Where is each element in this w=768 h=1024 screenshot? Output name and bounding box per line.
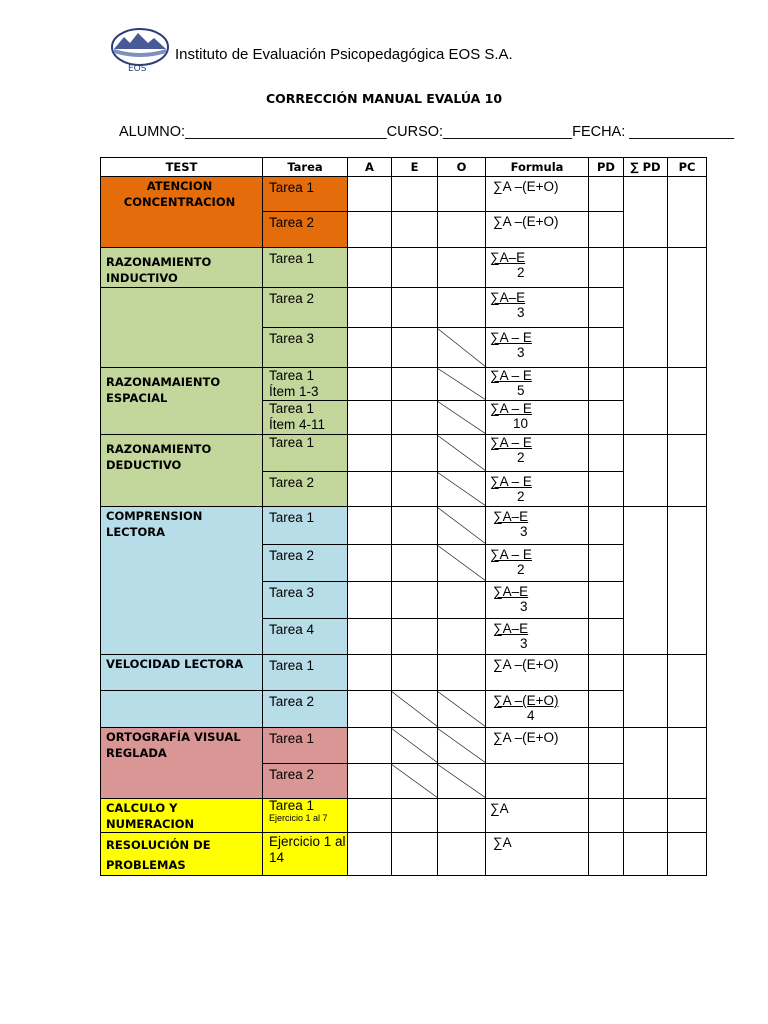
o-cell[interactable]: [438, 619, 486, 655]
formula-cell: [486, 545, 589, 582]
e-cell[interactable]: [392, 212, 438, 248]
tarea-cell: Tarea 2: [263, 212, 348, 248]
tarea-cell: Tarea 1: [263, 728, 348, 764]
formula-denominator: 10: [513, 416, 529, 431]
pd-cell[interactable]: [589, 691, 624, 728]
e-cell-struck: [392, 691, 438, 728]
sum-pd-cell[interactable]: [624, 728, 668, 799]
sum-pd-cell[interactable]: [624, 655, 668, 728]
pd-cell[interactable]: [589, 582, 624, 619]
formula-numerator: ∑A–E: [493, 509, 529, 524]
o-cell[interactable]: [438, 288, 486, 328]
pd-cell[interactable]: [589, 435, 624, 472]
o-cell-struck: [438, 368, 486, 401]
sum-pd-cell[interactable]: [624, 248, 668, 368]
tarea-cell: Tarea 1: [263, 177, 348, 212]
o-cell-struck: [438, 545, 486, 582]
pc-cell[interactable]: [668, 177, 707, 248]
formula-denominator: 4: [527, 708, 535, 723]
sum-pd-cell[interactable]: [624, 368, 668, 435]
table-row: [101, 288, 707, 328]
test-raz-inductivo-cont: [101, 288, 263, 368]
pc-cell[interactable]: [668, 655, 707, 728]
test-raz-deductivo: RAZONAMIENTO DEDUCTIVO: [101, 435, 263, 507]
o-cell-struck: [438, 401, 486, 435]
header-formula: Formula: [486, 158, 589, 177]
pc-cell[interactable]: [668, 507, 707, 655]
item-label: Ítem 1-3: [269, 384, 319, 399]
formula-cell: [486, 435, 589, 472]
test-velocidad: VELOCIDAD LECTORA: [101, 655, 263, 691]
formula-cell: [486, 582, 589, 619]
logo-text: EOS: [128, 64, 147, 74]
sum-pd-cell[interactable]: [624, 799, 668, 833]
pd-cell[interactable]: [589, 288, 624, 328]
formula-numerator: ∑A – E: [490, 547, 532, 562]
formula-numerator: ∑A–E: [490, 290, 526, 305]
header-a: A: [348, 158, 392, 177]
formula-cell: [486, 764, 589, 799]
o-cell[interactable]: [438, 177, 486, 212]
ejercicio-label: Ejercicio 1 al 7: [269, 813, 328, 823]
pc-cell[interactable]: [668, 368, 707, 435]
e-cell-struck: [392, 764, 438, 799]
test-raz-espacial: RAZONAMAIENTO ESPACIAL: [101, 368, 263, 435]
test-comprension: COMPRENSION LECTORA: [101, 507, 263, 655]
formula-denominator: 3: [520, 599, 528, 614]
formula-denominator: 2: [517, 450, 525, 465]
institute-name: Instituto de Evaluación Psicopedagógica EOS S.A.: [175, 46, 513, 63]
a-cell[interactable]: [348, 177, 392, 212]
a-cell[interactable]: [348, 328, 392, 368]
eos-logo: [110, 27, 170, 75]
formula-cell: ∑A: [486, 799, 589, 833]
formula-cell: [486, 328, 589, 368]
header-o: O: [438, 158, 486, 177]
correction-table: [100, 157, 707, 876]
tarea-cell: Tarea 2: [263, 288, 348, 328]
formula-denominator: 2: [517, 265, 525, 280]
o-cell-struck: [438, 507, 486, 545]
pd-cell[interactable]: [589, 328, 624, 368]
pd-cell[interactable]: [589, 619, 624, 655]
formula-denominator: 3: [520, 524, 528, 539]
pc-cell[interactable]: [668, 248, 707, 368]
a-cell[interactable]: [348, 507, 392, 545]
formula-numerator: ∑A – E: [490, 330, 532, 345]
tarea-cell: [263, 368, 348, 401]
e-cell[interactable]: [392, 177, 438, 212]
formula-cell: ∑A –(E+O): [486, 177, 589, 212]
tarea-label: Tarea 1: [269, 798, 315, 813]
tarea-cell: Tarea 3: [263, 582, 348, 619]
table-row: [101, 507, 707, 545]
o-cell[interactable]: [438, 212, 486, 248]
test-raz-inductivo: RAZONAMIENTO INDUCTIVO: [101, 248, 263, 288]
o-cell[interactable]: [438, 799, 486, 833]
a-cell[interactable]: [348, 728, 392, 764]
test-atencion: ATENCION CONCENTRACION: [101, 177, 263, 248]
formula-denominator: 2: [517, 562, 525, 577]
formula-denominator: 5: [517, 383, 525, 398]
formula-numerator: ∑A–E: [490, 250, 526, 265]
e-cell[interactable]: [392, 655, 438, 691]
item-label: Ítem 4-11: [269, 417, 326, 432]
table-row: [101, 177, 707, 212]
table-row: [101, 655, 707, 691]
formula-cell: [486, 368, 589, 401]
table-row: [101, 728, 707, 764]
test-calculo: CALCULO Y NUMERACION: [101, 799, 263, 833]
a-cell[interactable]: [348, 545, 392, 582]
pd-cell[interactable]: [589, 368, 624, 401]
header-test: TEST: [101, 158, 263, 177]
tarea-cell: Tarea 2: [263, 691, 348, 728]
a-cell[interactable]: [348, 368, 392, 401]
e-cell[interactable]: [392, 435, 438, 472]
e-cell[interactable]: [392, 619, 438, 655]
pc-cell[interactable]: [668, 799, 707, 833]
formula-cell: [486, 507, 589, 545]
formula-cell: ∑A –(E+O): [486, 212, 589, 248]
tarea-cell: Tarea 2: [263, 764, 348, 799]
a-cell[interactable]: [348, 288, 392, 328]
a-cell[interactable]: [348, 799, 392, 833]
tarea-label: Tarea 1: [269, 401, 315, 416]
formula-cell: [486, 472, 589, 507]
o-cell-struck: [438, 728, 486, 764]
formula-denominator: 3: [517, 305, 525, 320]
formula-cell: [486, 288, 589, 328]
table-row: [101, 799, 707, 833]
pd-cell[interactable]: [589, 177, 624, 212]
o-cell-struck: [438, 328, 486, 368]
tarea-cell: Tarea 4: [263, 619, 348, 655]
pd-cell[interactable]: [589, 507, 624, 545]
formula-numerator: ∑A – E: [490, 401, 532, 416]
tarea-label: Tarea 1: [269, 368, 315, 383]
formula-denominator: 2: [517, 489, 525, 504]
table-row: [101, 691, 707, 728]
e-cell[interactable]: [392, 472, 438, 507]
test-velocidad-cont: [101, 691, 263, 728]
e-cell[interactable]: [392, 582, 438, 619]
table-row: [101, 368, 707, 401]
a-cell[interactable]: [348, 435, 392, 472]
test-resolucion: RESOLUCIÓN DE PROBLEMAS: [101, 833, 263, 876]
o-cell-struck: [438, 764, 486, 799]
e-cell[interactable]: [392, 288, 438, 328]
e-cell[interactable]: [392, 833, 438, 876]
formula-denominator: 3: [520, 636, 528, 651]
formula-cell: [486, 691, 589, 728]
formula-numerator: ∑A –(E+O): [493, 693, 559, 708]
formula-cell: [486, 619, 589, 655]
pc-cell[interactable]: [668, 728, 707, 799]
sum-pd-cell[interactable]: [624, 507, 668, 655]
a-cell[interactable]: [348, 248, 392, 288]
test-ortografia: ORTOGRAFÍA VISUAL REGLADA: [101, 728, 263, 799]
a-cell[interactable]: [348, 655, 392, 691]
a-cell[interactable]: [348, 764, 392, 799]
pd-cell[interactable]: [589, 728, 624, 764]
table-row: [101, 248, 707, 288]
pd-cell[interactable]: [589, 799, 624, 833]
formula-cell: ∑A –(E+O): [486, 655, 589, 691]
o-cell[interactable]: [438, 833, 486, 876]
a-cell[interactable]: [348, 212, 392, 248]
e-cell[interactable]: [392, 368, 438, 401]
pd-cell[interactable]: [589, 248, 624, 288]
header-pc: PC: [668, 158, 707, 177]
tarea-cell: Tarea 2: [263, 472, 348, 507]
formula-cell: ∑A –(E+O): [486, 728, 589, 764]
formula-denominator: 3: [517, 345, 525, 360]
e-cell[interactable]: [392, 507, 438, 545]
o-cell-struck: [438, 472, 486, 507]
e-cell[interactable]: [392, 401, 438, 435]
pd-cell[interactable]: [589, 401, 624, 435]
sum-pd-cell[interactable]: [624, 177, 668, 248]
student-fields-line: ALUMNO:_________________________CURSO:________________FECHA: _____________: [119, 124, 735, 140]
tarea-cell: Tarea 1: [263, 248, 348, 288]
pd-cell[interactable]: [589, 212, 624, 248]
sum-pd-cell[interactable]: [624, 435, 668, 507]
tarea-cell: Ejercicio 1 al 14: [263, 833, 348, 876]
table-row: [101, 435, 707, 472]
formula-cell: [486, 248, 589, 288]
o-cell[interactable]: [438, 248, 486, 288]
a-cell[interactable]: [348, 582, 392, 619]
e-cell-struck: [392, 728, 438, 764]
formula-numerator: ∑A–E: [493, 584, 529, 599]
sum-pd-cell[interactable]: [624, 833, 668, 876]
a-cell[interactable]: [348, 691, 392, 728]
e-cell[interactable]: [392, 799, 438, 833]
header-tarea: Tarea: [263, 158, 348, 177]
e-cell[interactable]: [392, 248, 438, 288]
pd-cell[interactable]: [589, 655, 624, 691]
tarea-cell: [263, 401, 348, 435]
a-cell[interactable]: [348, 401, 392, 435]
table-row: [101, 833, 707, 876]
tarea-cell: Tarea 1: [263, 435, 348, 472]
pd-cell[interactable]: [589, 764, 624, 799]
pd-cell[interactable]: [589, 545, 624, 582]
pc-cell[interactable]: [668, 435, 707, 507]
o-cell[interactable]: [438, 582, 486, 619]
e-cell[interactable]: [392, 328, 438, 368]
tarea-cell: Tarea 2: [263, 545, 348, 582]
formula-cell: ∑A: [486, 833, 589, 876]
table-header-row: [101, 158, 707, 177]
pd-cell[interactable]: [589, 833, 624, 876]
e-cell[interactable]: [392, 545, 438, 582]
header-sum-pd: ∑ PD: [624, 158, 668, 177]
a-cell[interactable]: [348, 472, 392, 507]
a-cell[interactable]: [348, 833, 392, 876]
pd-cell[interactable]: [589, 472, 624, 507]
tarea-cell: [263, 799, 348, 833]
a-cell[interactable]: [348, 619, 392, 655]
tarea-cell: Tarea 3: [263, 328, 348, 368]
document-title: CORRECCIÓN MANUAL EVALÚA 10: [265, 91, 503, 106]
pc-cell[interactable]: [668, 833, 707, 876]
formula-numerator: ∑A – E: [490, 435, 532, 450]
header-pd: PD: [589, 158, 624, 177]
formula-numerator: ∑A – E: [490, 368, 532, 383]
o-cell-struck: [438, 691, 486, 728]
formula-numerator: ∑A–E: [493, 621, 529, 636]
tarea-cell: Tarea 1: [263, 655, 348, 691]
formula-numerator: ∑A – E: [490, 474, 532, 489]
header-e: E: [392, 158, 438, 177]
o-cell-struck: [438, 435, 486, 472]
formula-cell: [486, 401, 589, 435]
tarea-cell: Tarea 1: [263, 507, 348, 545]
o-cell[interactable]: [438, 655, 486, 691]
